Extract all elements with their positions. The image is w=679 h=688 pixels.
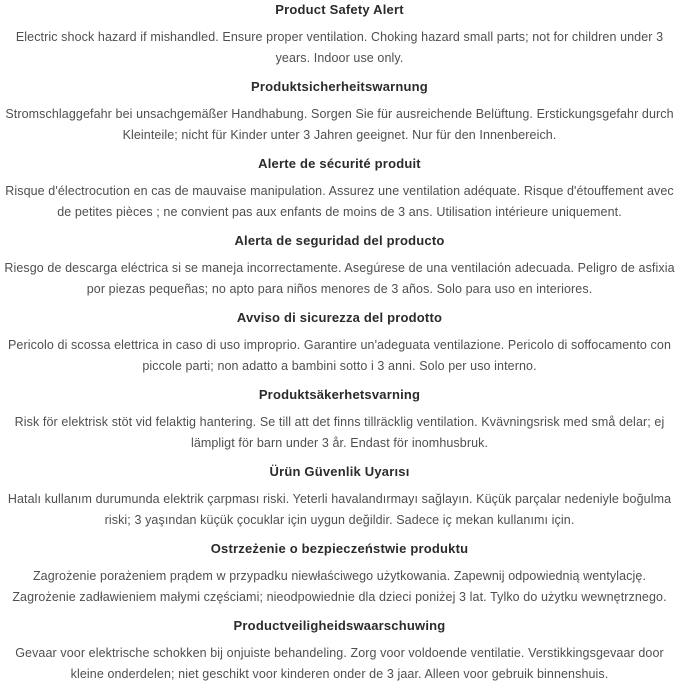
section-heading: Ostrzeżenie o bezpieczeństwie produktu	[210, 541, 469, 556]
section-body-text: Stromschlaggefahr bei unsachgemäßer Handhabung. Sorgen Sie für ausreichende Belüftung. Erstickungsgefahr durch Kleinteile; nicht für Kinder unter 3 Jahren geeignet. Nur für den Innenbereich.	[5, 107, 674, 142]
safety-alert-section-sv	[4, 387, 675, 454]
safety-alert-section-de	[4, 79, 675, 146]
section-heading: Alerta de seguridad del producto	[234, 233, 445, 248]
section-body-text: Riesgo de descarga eléctrica si se maneja incorrectamente. Asegúrese de una ventilación adecuada. Peligro de asfixia por piezas pequeñas; no apto para niños menores de 3 años. Solo para uso en interiores.	[4, 261, 675, 296]
section-heading: Produktsicherheitswarnung	[251, 79, 428, 94]
section-heading: Avviso di sicurezza del prodotto	[236, 310, 443, 325]
safety-alert-section-es	[4, 233, 675, 300]
section-body-text: Pericolo di scossa elettrica in caso di uso improprio. Garantire un'adeguata ventilazione. Pericolo di soffocamento con piccole parti; non adatto a bambini sotto i 3 anni. Solo per uso interno.	[7, 338, 672, 373]
section-heading: Produktsäkerhetsvarning	[258, 387, 421, 402]
safety-alert-section-tr	[4, 464, 675, 531]
section-heading: Alerte de sécurité produit	[258, 156, 421, 171]
section-body-text: Zagrożenie porażeniem prądem w przypadku niewłaściwego użytkowania. Zapewnij odpowiednią wentylację. Zagrożenie zadławieniem małymi częściami; nieodpowiednie dla dzieci poniżej 3 lat. Tylko do użytku wewnętrznego.	[12, 569, 667, 604]
section-body-text: Gevaar voor elektrische schokken bij onjuiste behandeling. Zorg voor voldoende ventilatie. Verstikkingsgevaar door kleine onderdelen; niet geschikt voor kinderen onder de 3 jaar. Alleen voor gebruik binnenshuis.	[15, 646, 664, 681]
safety-alert-section-it	[4, 310, 675, 377]
safety-alert-section-en	[4, 2, 675, 69]
section-body-text: Risk för elektrisk stöt vid felaktig hantering. Se till att det finns tillräcklig ventilation. Kvävningsrisk med små delar; ej lämpligt för barn under 3 år. Endast för inomhusbruk.	[14, 415, 665, 450]
safety-alert-section-pl	[4, 541, 675, 608]
section-body-text: Risque d'électrocution en cas de mauvaise manipulation. Assurez une ventilation adéquate. Risque d'étouffement avec de petites pièces ; ne convient pas aux enfants de moins de 3 ans. Utilisation intérieure uniquement.	[5, 184, 674, 219]
section-body-text: Hatalı kullanım durumunda elektrik çarpması riski. Yeterli havalandırmayı sağlayın. Küçük parçalar nedeniyle boğulma riski; 3 yaşından küçük çocuklar için uygun değildir. Sadece iç mekan kullanımı için.	[7, 492, 672, 527]
section-heading: Product Safety Alert	[275, 2, 404, 17]
section-heading: Ürün Güvenlik Uyarısı	[269, 464, 410, 479]
section-heading: Productveiligheidswaarschuwing	[233, 618, 446, 633]
safety-alert-section-fr	[4, 156, 675, 223]
safety-alert-section-nl	[4, 618, 675, 685]
section-body-text: Electric shock hazard if mishandled. Ensure proper ventilation. Choking hazard small parts; not for children under 3 years. Indoor use only.	[15, 30, 664, 65]
